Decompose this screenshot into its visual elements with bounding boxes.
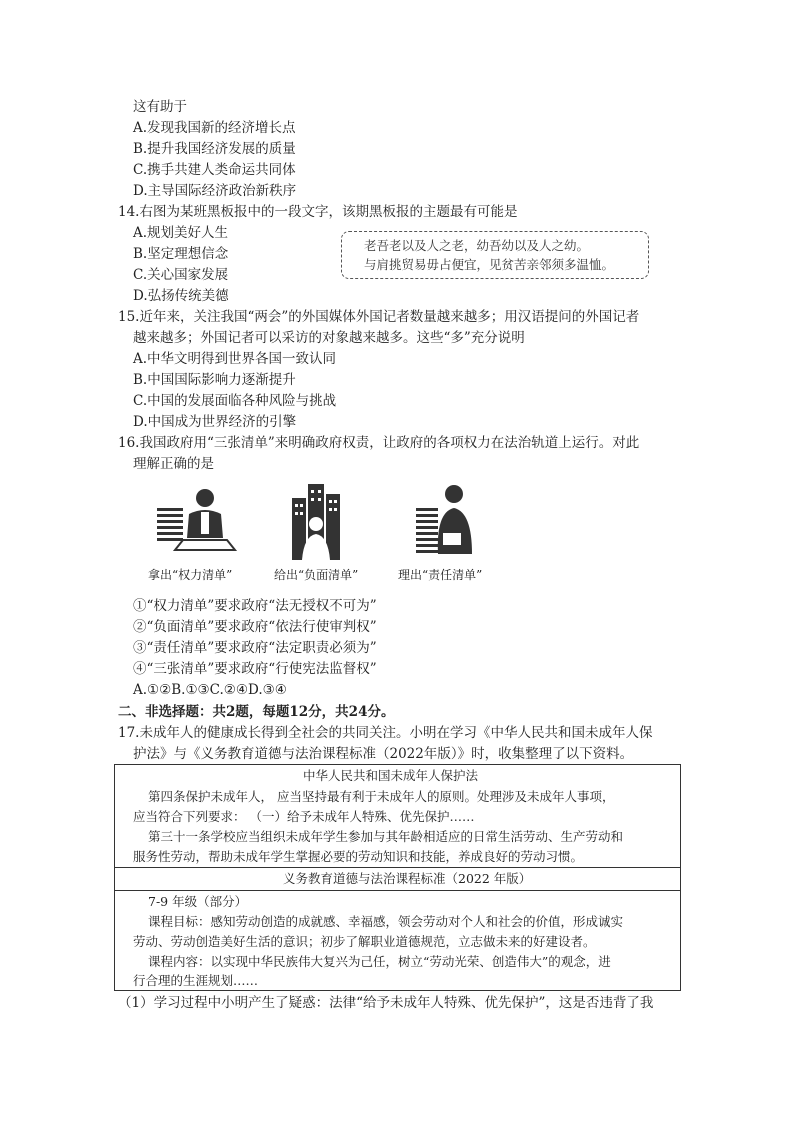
law-box-title: 中华人民共和国未成年人保护法 xyxy=(303,768,479,783)
q14-option-b: B.坚定理想信念 xyxy=(133,246,229,262)
standard-box-line-1: 7-9 年级（部分） xyxy=(148,894,248,909)
q15-option-c: C.中国的发展面临各种风险与挑战 xyxy=(133,393,337,409)
q15-option-d: D.中国成为世界经济的引擎 xyxy=(133,414,297,430)
quote-line-1: 老吾老以及人之老，幼吾幼以及人之幼。 xyxy=(364,238,590,253)
caption-responsibility-list: 理出“责任清单” xyxy=(398,568,483,582)
q15-option-b: B.中国国际影响力逐渐提升 xyxy=(133,372,296,388)
q17-stem-line1: 17.未成年人的健康成长得到全社会的共同关注。小明在学习《中华人民共和国未成年人保 xyxy=(118,725,653,741)
q15-stem-line2: 越来越多；外国记者可以采访的对象越来越多。这些“多”充分说明 xyxy=(133,330,525,346)
person-at-desk-icon xyxy=(155,478,245,558)
q14-stem: 14.右图为某班黑板报中的一段文字，该期黑板报的主题最有可能是 xyxy=(118,204,518,220)
law-box-line-4: 服务性劳动，帮助未成年学生掌握必要的劳动知识和技能，养成良好的劳动习惯。 xyxy=(133,849,584,864)
standard-box-line-3: 劳动、劳动创造美好生活的意识；初步了解职业道德规范，立志做未来的好建设者。 xyxy=(133,934,596,949)
three-lists-figure xyxy=(150,478,500,588)
q16-statement-2: ②“负面清单”要求政府“依法行使审判权” xyxy=(133,619,377,635)
q13-option-b: B.提升我国经济发展的质量 xyxy=(133,141,296,157)
curriculum-standard-box xyxy=(114,867,681,991)
section-heading: 二、非选择题：共2题，每题12分，共24分。 xyxy=(118,704,395,720)
person-with-documents-icon xyxy=(412,478,492,560)
quote-line-2: 与肩挑贸易毋占便宜，见贫苦亲邻须多温恤。 xyxy=(364,257,615,272)
q13-option-a: A.发现我国新的经济增长点 xyxy=(133,120,296,136)
law-box-line-1: 第四条保护未成年人， 应当坚持最有利于未成年人的原则。处理涉及未成年人事项， xyxy=(148,789,615,804)
person-before-buildings-icon xyxy=(282,478,352,563)
q16-statement-3: ③“责任清单”要求政府“法定职责必须为” xyxy=(133,640,377,656)
standard-box-divider xyxy=(115,890,680,891)
q15-option-a: A.中华文明得到世界各国一致认同 xyxy=(133,351,337,367)
standard-box-line-4: 课程内容：以实现中华民族伟大复兴为己任，树立“劳动光荣、创造伟大”的观念，进 xyxy=(148,954,611,969)
q16-stem-line2: 理解正确的是 xyxy=(133,456,214,472)
q16-statement-4: ④“三张清单”要求政府“行使宪法监督权” xyxy=(133,661,377,677)
q13-option-d: D.主导国际经济政治新秩序 xyxy=(133,183,297,199)
q13-stem-tail: 这有助于 xyxy=(133,99,187,115)
q14-option-c: C.关心国家发展 xyxy=(133,267,229,283)
q13-option-c: C.携手共建人类命运共同体 xyxy=(133,162,296,178)
caption-power-list: 拿出“权力清单” xyxy=(148,568,233,582)
q16-statement-1: ①“权力清单”要求政府“法无授权不可为” xyxy=(133,598,377,614)
standard-box-line-5: 行合理的生涯规划…… xyxy=(133,973,259,988)
q16-choices: A.①②B.①③C.②④D.③④ xyxy=(133,682,287,698)
standard-box-title: 义务教育道德与法治课程标准（2022 年版） xyxy=(283,871,532,886)
blackboard-quote-box xyxy=(341,231,649,279)
caption-negative-list: 给出“负面清单” xyxy=(274,568,359,582)
standard-box-line-2: 课程目标：感知劳动创造的成就感、幸福感，领会劳动对个人和社会的价值，形成诚实 xyxy=(148,914,624,929)
q14-option-d: D.弘扬传统美德 xyxy=(133,288,229,304)
q16-stem-line1: 16.我国政府用“三张清单”来明确政府权责，让政府的各项权力在法治轨道上运行。对此 xyxy=(118,435,640,451)
law-excerpt-box xyxy=(114,764,681,868)
law-box-line-3: 第三十一条学校应当组织未成年学生参加与其年龄相适应的日常生活劳动、生产劳动和 xyxy=(148,829,624,844)
law-box-line-2: 应当符合下列要求： （一）给予未成年人特殊、优先保护…… xyxy=(133,809,475,824)
q17-sub-question-1: （1）学习过程中小明产生了疑惑：法律“给予未成年人特殊、优先保护”，这是否违背了我 xyxy=(118,995,654,1011)
q14-option-a: A.规划美好人生 xyxy=(133,225,229,241)
q15-stem-line1: 15.近年来，关注我国“两会”的外国媒体外国记者数量越来越多；用汉语提问的外国记者 xyxy=(118,309,640,325)
q17-stem-line2: 护法》与《义务教育道德与法治课程标准（2022年版）》时，收集整理了以下资料。 xyxy=(133,746,634,762)
